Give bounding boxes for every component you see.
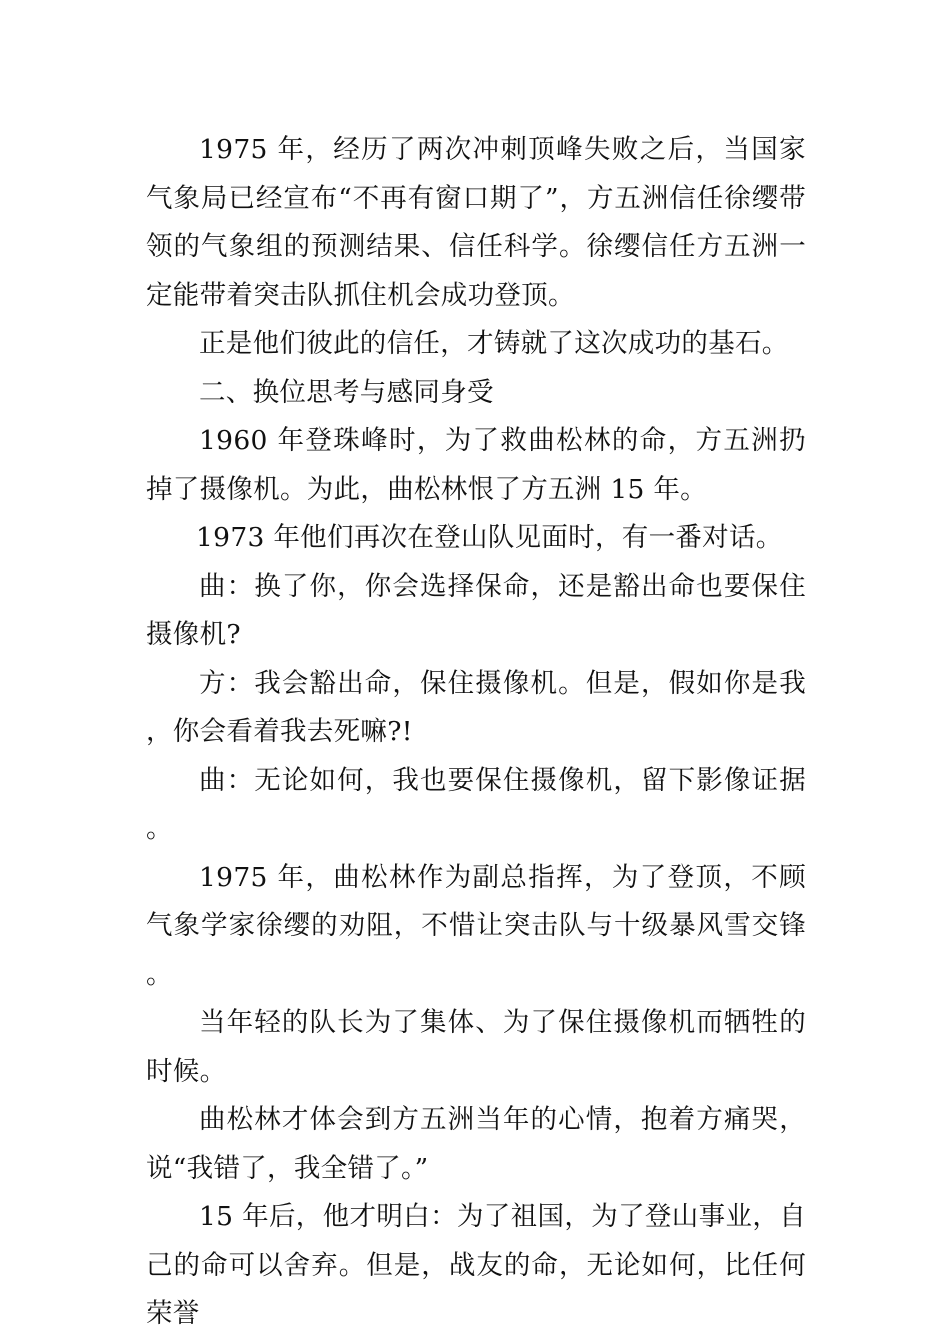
document-body — [146, 126, 806, 1339]
paragraph-captain-sacrifice: 当年轻的队长为了集体、为了保住摄像机而牺牲的时候。 — [146, 1007, 806, 1087]
paragraph-1973-meeting: 1973 年他们再次在登山队见面时，有一番对话。 — [196, 522, 783, 553]
section-heading-empathy: 二、换位思考与感同身受 — [199, 376, 494, 408]
paragraph-trust-1975: 1975 年，经历了两次冲刺顶峰失败之后，当国家气象局已经宣布“不再有窗口期了”，方五洲信任徐缨带领的气象组的预测结果、信任科学。徐缨信任方五洲一定能带着突击队抓住机会成功登顶。 — [146, 134, 806, 311]
paragraph-1960-camera: 1960 年登珠峰时，为了救曲松林的命，方五洲扔掉了摄像机。为此，曲松林恨了方五洲 15 年。 — [146, 425, 806, 505]
paragraph-trust-foundation: 正是他们彼此的信任，才铸就了这次成功的基石。 — [199, 328, 789, 359]
dialogue-qu-question: 曲：换了你，你会选择保命，还是豁出命也要保住摄像机? — [146, 570, 806, 650]
paragraph-15-years-later: 15 年后，他才明白：为了祖国，为了登山事业，自己的命可以舍弃。但是，战友的命，无论如何，比任何荣誉 — [146, 1201, 806, 1329]
paragraph-1975-storm: 1975 年，曲松林作为副总指挥，为了登顶，不顾气象学家徐缨的劝阻，不惜让突击队与十级暴风雪交锋。 — [146, 861, 806, 990]
dialogue-fang-answer: 方：我会豁出命，保住摄像机。但是，假如你是我，你会看着我去死嘛?! — [146, 667, 806, 747]
paragraph-qu-realization: 曲松林才体会到方五洲当年的心情，抱着方痛哭，说“我错了，我全错了。” — [146, 1104, 806, 1184]
dialogue-qu-reply: 曲：无论如何，我也要保住摄像机，留下影像证据。 — [146, 764, 806, 844]
